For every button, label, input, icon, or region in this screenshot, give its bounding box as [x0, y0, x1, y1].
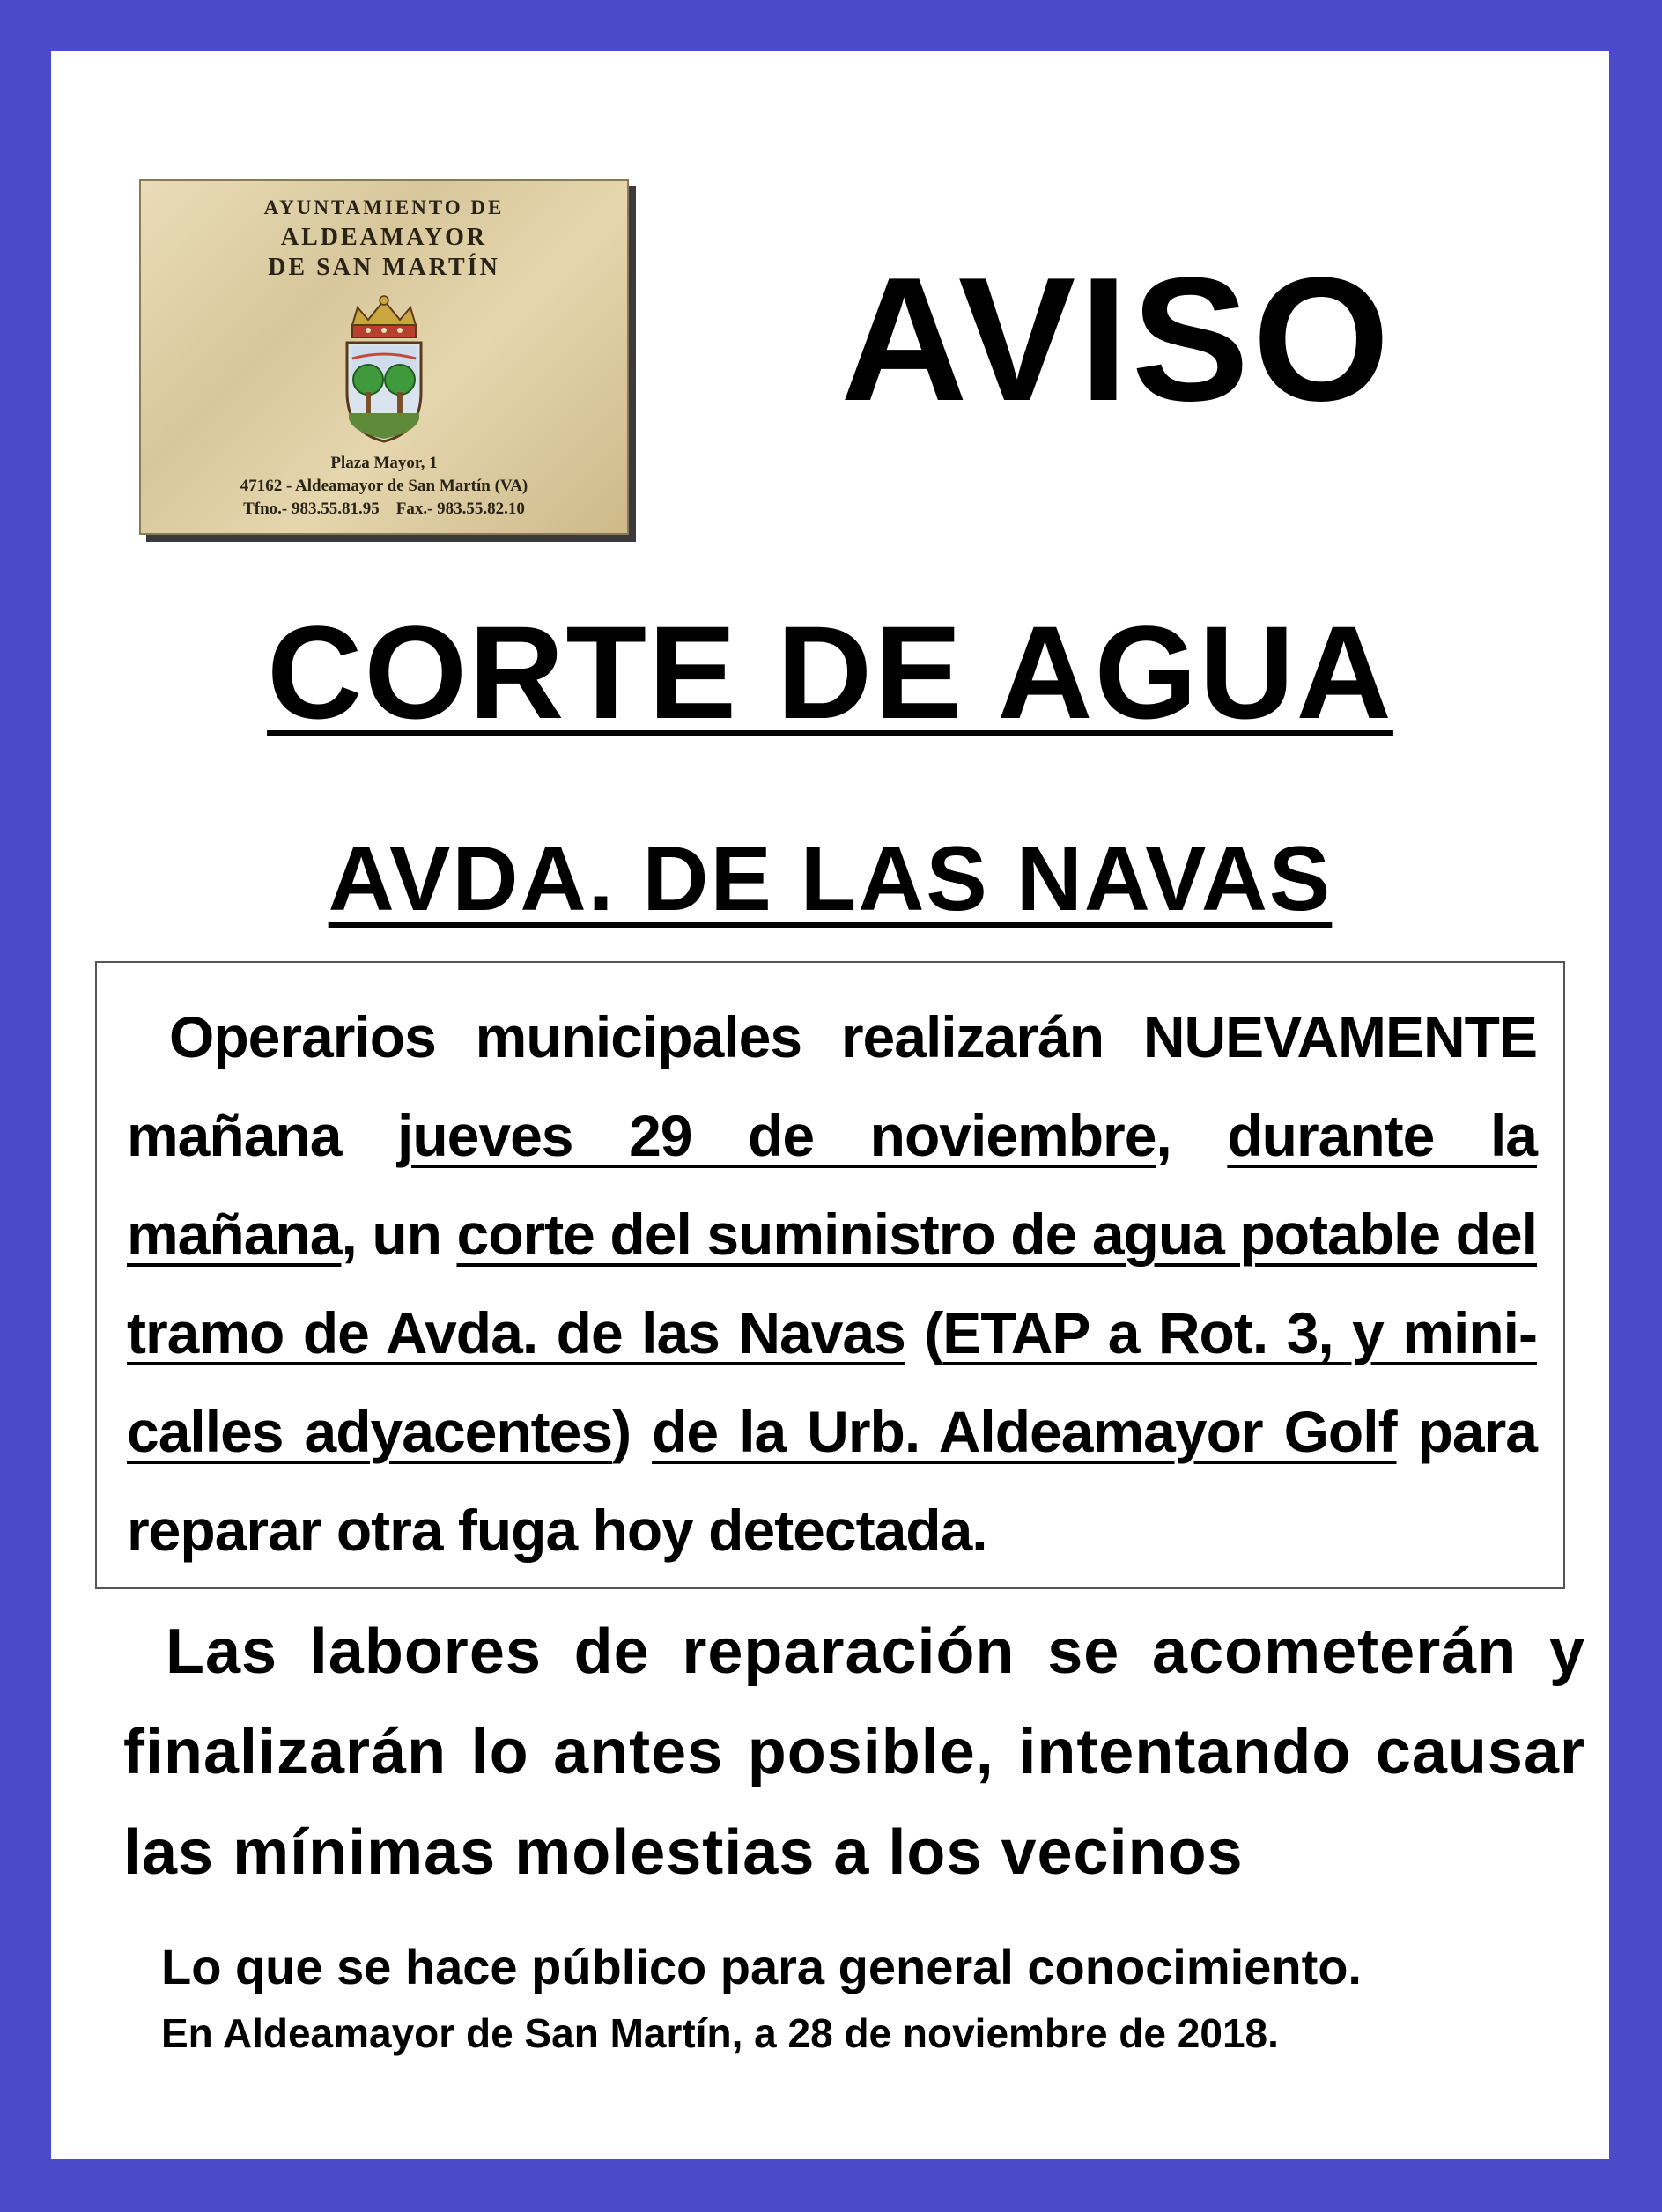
notice-title: CORTE DE AGUA [267, 598, 1393, 746]
notice-affected-area: de la Urb. Aldeamayor Golf [652, 1399, 1397, 1464]
notice-subtitle: AVDA. DE LAS NAVAS [328, 828, 1333, 930]
notice-text-part: ( [905, 1300, 943, 1365]
logo-org-line2: ALDEAMAYOR [280, 224, 488, 251]
notice-heading: AVISO [840, 241, 1393, 438]
logo-phone: Tfno.- 983.55.81.95 [243, 499, 380, 518]
notice-page [51, 51, 1609, 2159]
logo-org-line3: DE SAN MARTÍN [268, 254, 500, 281]
notice-text-part: para reparar otra fuga hoy detectada. [127, 1399, 1537, 1563]
notice-text-part: ) [612, 1399, 653, 1464]
town-hall-logo [139, 179, 629, 535]
notice-text-part: , [1156, 1103, 1228, 1168]
notice-details-box [95, 961, 1565, 1589]
notice-text-part: , un [341, 1202, 457, 1267]
logo-organization-name [141, 193, 627, 283]
logo-org-line1: AYUNTAMIENTO DE [263, 196, 505, 218]
coat-of-arms-icon [335, 295, 433, 445]
notice-affected-section: ETAP a Rot. 3, y mini-calles adyacentes [127, 1300, 1537, 1464]
closing-block [161, 1932, 1570, 2064]
logo-address-line2: 47162 - Aldeamayor de San Martín (VA) [240, 477, 528, 495]
place-and-date: En Aldeamayor de San Martín, a 28 de noviembre de 2018. [161, 2010, 1279, 2056]
notice-details-text [127, 988, 1537, 1579]
closing-statement: Lo que se hace público para general conocimiento. [161, 1939, 1362, 1994]
repair-paragraph: Las labores de reparación se acometerán y finalizarán lo antes posible, intentando causar las mínimas molestias a los vecinos [123, 1616, 1585, 1888]
notice-time: durante la mañana [127, 1103, 1537, 1267]
notice-affected-service: corte del suministro de agua potable del tramo de Avda. de las Navas [127, 1202, 1537, 1365]
logo-phone-fax [141, 498, 627, 521]
logo-address [141, 452, 627, 521]
notice-date: jueves 29 de noviembre [397, 1103, 1156, 1168]
logo-fax: Fax.- 983.55.82.10 [395, 499, 525, 518]
logo-address-line1: Plaza Mayor, 1 [330, 454, 438, 472]
notice-text-part: Operarios municipales realizarán NUEVAMENTE mañana [127, 1004, 1537, 1168]
